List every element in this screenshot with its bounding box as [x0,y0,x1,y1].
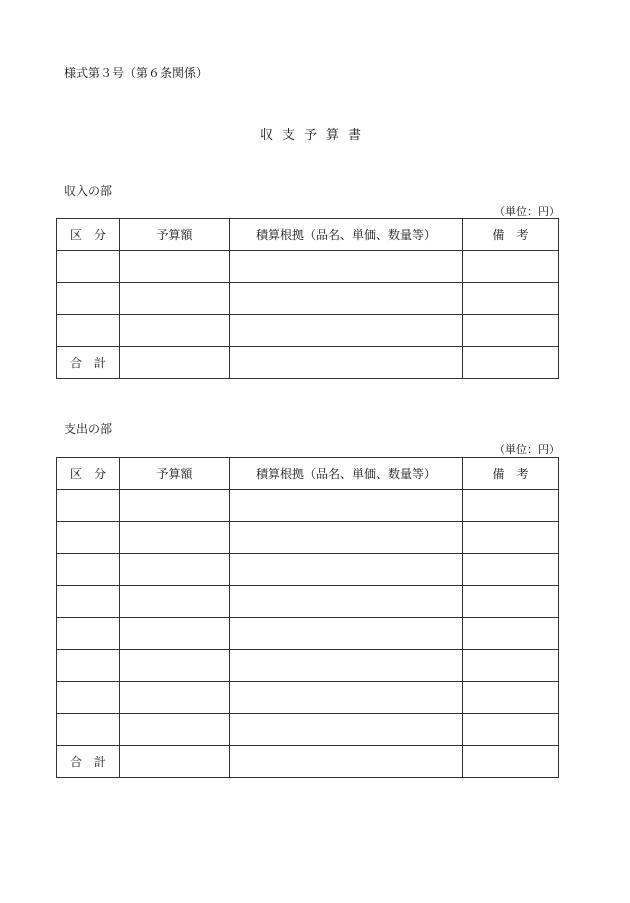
expense-category-cell[interactable] [57,554,120,586]
expense-table-row [57,554,559,586]
income-col-basis: 積算根拠（品名、単価、数量等） [230,219,463,251]
income-unit-note: （単位：円） [494,205,560,218]
income-category-cell[interactable] [57,283,120,315]
income-budget-cell[interactable] [120,251,230,283]
expense-budget-cell[interactable] [120,618,230,650]
income-total-label: 合計 [57,347,120,379]
expense-remarks-cell[interactable] [463,714,559,746]
expense-remarks-cell[interactable] [463,554,559,586]
expense-remarks-cell[interactable] [463,490,559,522]
income-basis-cell[interactable] [230,251,463,283]
expense-header-row [57,458,559,490]
expense-basis-cell[interactable] [230,522,463,554]
income-table-row [57,251,559,283]
expense-col-remarks: 備考 [463,458,559,490]
income-col-remarks: 備考 [463,219,559,251]
expense-table-row [57,522,559,554]
expense-category-cell[interactable] [57,714,120,746]
expense-basis-cell[interactable] [230,650,463,682]
income-section-label: 収入の部 [64,184,113,198]
income-total-row [57,347,559,379]
expense-category-cell[interactable] [57,586,120,618]
income-budget-cell[interactable] [120,283,230,315]
expense-budget-cell[interactable] [120,586,230,618]
expense-budget-cell[interactable] [120,554,230,586]
expense-budget-cell[interactable] [120,682,230,714]
expense-table-row [57,714,559,746]
expense-total-label: 合計 [57,746,120,778]
expense-basis-cell[interactable] [230,554,463,586]
expense-remarks-cell[interactable] [463,618,559,650]
expense-budget-cell[interactable] [120,490,230,522]
expense-col-category: 区分 [57,458,120,490]
expense-category-cell[interactable] [57,490,120,522]
expense-basis-cell[interactable] [230,682,463,714]
expense-budget-cell[interactable] [120,714,230,746]
expense-table-row [57,650,559,682]
expense-budget-cell[interactable] [120,650,230,682]
income-basis-cell[interactable] [230,283,463,315]
income-remarks-cell[interactable] [463,283,559,315]
expense-table-row [57,586,559,618]
expense-col-budget: 予算額 [120,458,230,490]
expense-category-cell[interactable] [57,618,120,650]
income-total-budget-cell[interactable] [120,347,230,379]
expense-unit-note: （単位：円） [494,443,560,456]
income-category-cell[interactable] [57,315,120,347]
income-total-remarks-cell[interactable] [463,347,559,379]
expense-budget-cell[interactable] [120,522,230,554]
income-basis-cell[interactable] [230,315,463,347]
income-table [56,218,559,379]
income-table-row [57,315,559,347]
income-total-basis-cell[interactable] [230,347,463,379]
expense-table [56,457,559,778]
income-remarks-cell[interactable] [463,251,559,283]
expense-remarks-cell[interactable] [463,650,559,682]
income-table-row [57,283,559,315]
expense-table-row [57,490,559,522]
income-remarks-cell[interactable] [463,315,559,347]
expense-total-budget-cell[interactable] [120,746,230,778]
expense-basis-cell[interactable] [230,490,463,522]
income-col-budget: 予算額 [120,219,230,251]
expense-table-row [57,618,559,650]
expense-basis-cell[interactable] [230,618,463,650]
expense-basis-cell[interactable] [230,586,463,618]
income-category-cell[interactable] [57,251,120,283]
expense-section-label: 支出の部 [64,422,113,436]
expense-remarks-cell[interactable] [463,682,559,714]
income-col-category: 区分 [57,219,120,251]
income-header-row [57,219,559,251]
expense-total-basis-cell[interactable] [230,746,463,778]
expense-table-row [57,682,559,714]
expense-category-cell[interactable] [57,522,120,554]
income-budget-cell[interactable] [120,315,230,347]
expense-remarks-cell[interactable] [463,586,559,618]
expense-basis-cell[interactable] [230,714,463,746]
document-title: 収支予算書 [259,128,370,143]
expense-col-basis: 積算根拠（品名、単価、数量等） [230,458,463,490]
expense-category-cell[interactable] [57,682,120,714]
form-number: 様式第３号（第６条関係） [64,66,209,80]
expense-total-row [57,746,559,778]
expense-total-remarks-cell[interactable] [463,746,559,778]
expense-remarks-cell[interactable] [463,522,559,554]
expense-category-cell[interactable] [57,650,120,682]
